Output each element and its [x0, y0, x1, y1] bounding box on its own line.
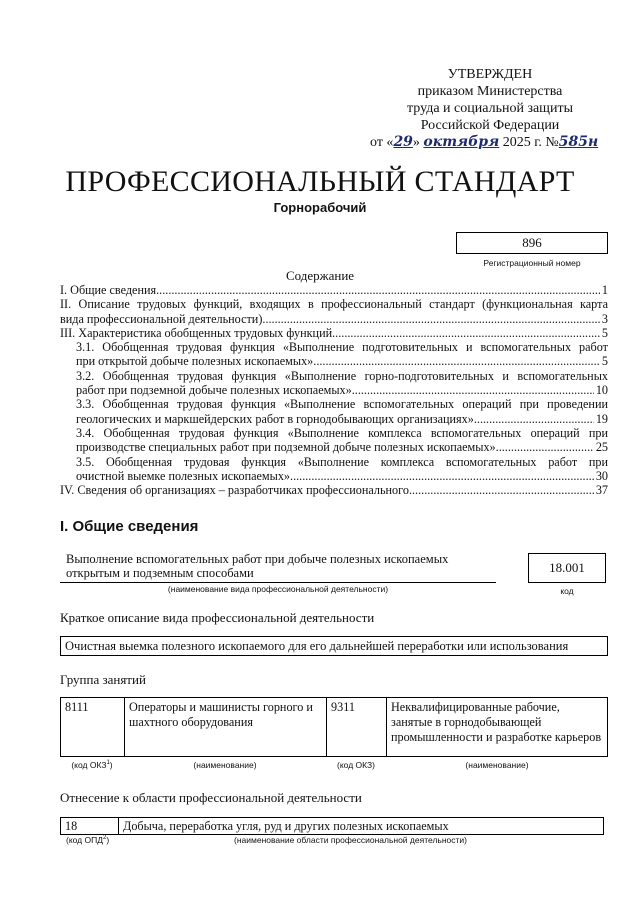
- caption-okz-code: (код ОКЗ$^1$): [71, 760, 113, 770]
- toc-item[interactable]: 3.4. Обобщенная трудовая функция «Выполнение комплекса вспомогательных операций при производстве специальных работ при подземной добыче полезных ископаемых» ..... 25: [60, 426, 608, 455]
- activity-name: Выполнение вспомогательных работ при добыче полезных ископаемых открытым и подземным способами: [66, 552, 449, 580]
- brief-description-label: Краткое описание вида профессиональной деятельности: [60, 610, 375, 625]
- caption-okz-name: (наименование): [193, 760, 257, 770]
- activity-underline: [60, 582, 496, 583]
- toc-item[interactable]: IV. Сведения об организациях – разработчиках профессионального ..... 37: [60, 483, 608, 497]
- toc-item[interactable]: III. Характеристика обобщенных трудовых функций ..... 5: [60, 326, 608, 340]
- caption-okz-code-2: (код ОКЗ): [337, 760, 375, 770]
- toc-page-number: 5: [601, 354, 608, 369]
- okz-name-cell: Неквалифицированные рабочие, занятые в горнодобывающей промышленности и разработке карьеров: [387, 698, 608, 757]
- date-day-handwritten: 29: [393, 134, 413, 150]
- approval-line-ministry: труда и социальной защиты: [407, 101, 573, 116]
- opd-name-cell: Добыча, переработка угля, руд и других полезных ископаемых: [119, 818, 604, 835]
- okz-name-cell: Операторы и машинисты горного и шахтного оборудования: [125, 698, 327, 757]
- caption-okz-name-2: (наименование): [465, 760, 529, 770]
- area-table-captions: [60, 835, 604, 847]
- toc-page-number: 25: [595, 440, 608, 455]
- document-title: ПРОФЕССИОНАЛЬНЫЙ СТАНДАРТ: [65, 165, 575, 198]
- date-prefix: от «: [370, 135, 394, 150]
- toc-page-number: 30: [595, 468, 608, 483]
- toc-item[interactable]: 3.1. Обобщенная трудовая функция «Выполнение подготовительных и вспомогательных работ при открытой добыче полезных ископаемых» ..... 5: [60, 340, 608, 369]
- toc-item[interactable]: I. Общие сведения ..... 1: [60, 283, 608, 297]
- toc-item[interactable]: 3.2. Обобщенная трудовая функция «Выполнение горно-подготовительных и вспомогательных работ при подземной добыче полезных ископаемых» ..... 10: [60, 369, 608, 398]
- registration-number-caption: Регистрационный номер: [483, 258, 581, 268]
- occupation-group-label: Группа занятий: [60, 672, 146, 687]
- activity-code-caption: код: [560, 586, 574, 596]
- toc-item[interactable]: 3.3. Обобщенная трудовая функция «Выполнение вспомогательных операций при проведении геологических и маркшейдерских работ в горнодобывающих организациях» ..... 19: [60, 397, 608, 426]
- area-label: Отнесение к области профессиональной деятельности: [60, 790, 362, 805]
- approval-line-country: Российской Федерации: [420, 118, 560, 133]
- document-subtitle: Горнорабочий: [273, 200, 367, 215]
- date-year: 2025 г. №: [499, 135, 559, 150]
- table-row: [61, 698, 608, 757]
- registration-number-box: 896: [456, 232, 608, 254]
- area-table: [60, 817, 604, 835]
- activity-caption: (наименование вида профессиональной деятельности): [167, 584, 389, 594]
- toc-page-number: 10: [595, 383, 608, 398]
- toc-item[interactable]: 3.5. Обобщенная трудовая функция «Выполнение комплекса вспомогательных работ при очистной выемке полезных ископаемых» ..... 30: [60, 455, 608, 484]
- opd-code-cell: 18: [61, 818, 119, 835]
- brief-description-box: Очистная выемка полезного ископаемого для его дальнейшей переработки или использования: [60, 636, 608, 656]
- toc-page-number: 1: [601, 283, 608, 297]
- section-heading: I. Общие сведения: [60, 518, 199, 535]
- toc-page-number: 19: [595, 411, 608, 426]
- approval-line-order: приказом Министерства: [417, 84, 563, 99]
- activity-code-box: 18.001: [528, 553, 606, 583]
- approval-line-approved: УТВЕРЖДЕН: [447, 67, 533, 82]
- okz-code-cell: 9311: [327, 698, 387, 757]
- approval-block: [370, 66, 610, 150]
- okz-code-cell: 8111: [61, 698, 125, 757]
- toc-page-number: 5: [601, 325, 608, 340]
- date-month-handwritten: октября: [423, 134, 500, 150]
- caption-opd-name: (наименование области профессиональной деятельности): [234, 835, 467, 845]
- date-mid: »: [412, 135, 424, 150]
- toc-item[interactable]: II. Описание трудовых функций, входящих в профессиональный стандарт (функциональная карта вида профессиональной деятельности) ..... 3: [60, 297, 608, 326]
- order-number-handwritten: 585н: [558, 134, 599, 150]
- caption-opd-code: (код ОПД$^2$): [66, 835, 110, 845]
- toc-title: Содержание: [285, 268, 355, 283]
- table-row: [61, 818, 604, 835]
- occupation-table-captions: [60, 760, 608, 772]
- toc-page-number: 37: [595, 483, 608, 498]
- table-of-contents: [60, 283, 608, 497]
- toc-page-number: 3: [601, 311, 608, 326]
- approval-date-line: [370, 134, 610, 151]
- occupation-group-table: [60, 697, 608, 757]
